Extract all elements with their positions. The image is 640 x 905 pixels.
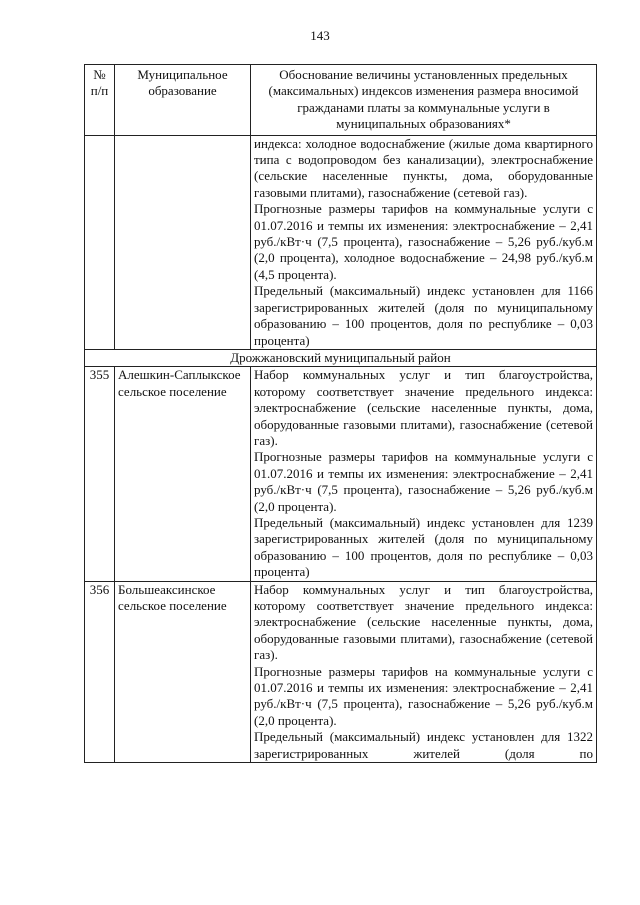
header-justification: Обоснование величины установленных предельных (максимальных) индексов изменения размера вносимой гражданами платы за коммунальные услуги в муниципальных образованиях* bbox=[251, 65, 597, 136]
paragraph: Прогнозные размеры тарифов на коммунальные услуги с 01.07.2016 и темпы их изменения: электроснабжение – 2,41 руб./кВт·ч (7,5 процента), газоснабжение – 5,26 руб./куб.м (2,0 процента), холодное водоснабжение – 24,98 руб./куб.м (4,5 процента). bbox=[254, 201, 593, 282]
row-municipality: Алешкин-Саплыкское сельское поселение bbox=[115, 367, 251, 581]
paragraph: индекса: холодное водоснабжение (жилые дома квартирного типа с водопроводом без канализации), электроснабжение (сельские населенные пункты, дома, оборудованные газовыми плитами), газоснабжение (сетевой газ). bbox=[254, 135, 593, 200]
paragraph: Набор коммунальных услуг и тип благоустройства, которому соответствует значение предельного индекса: электроснабжение (сельские населенные пункты, дома, оборудованные газовыми плитами), газоснабжение (сетевой газ). bbox=[254, 367, 593, 448]
row-number: 356 bbox=[85, 581, 115, 762]
paragraph: Предельный (максимальный) индекс установлен для 1166 зарегистрированных жителей (доля по муниципальному образованию – 100 процентов, доля по республике – 0,03 процента) bbox=[254, 283, 593, 348]
paragraph: Прогнозные размеры тарифов на коммунальные услуги с 01.07.2016 и темпы их изменения: электроснабжение – 2,41 руб./кВт·ч (7,5 процента), газоснабжение – 5,26 руб./куб.м (2,0 процента). bbox=[254, 663, 593, 728]
continued-row bbox=[85, 135, 597, 349]
row-number: 355 bbox=[85, 367, 115, 581]
continued-row-municipality bbox=[115, 135, 251, 349]
table-row bbox=[85, 367, 597, 581]
paragraph: Предельный (максимальный) индекс установлен для 1322 зарегистрированных жителей (доля по bbox=[254, 729, 593, 761]
district-heading: Дрожжановский муниципальный район bbox=[85, 349, 597, 366]
continued-row-number bbox=[85, 135, 115, 349]
paragraph: Набор коммунальных услуг и тип благоустройства, которому соответствует значение предельного индекса: электроснабжение (сельские населенные пункты, дома, оборудованные газовыми плитами), газоснабжение (сетевой газ). bbox=[254, 581, 593, 663]
table-header-row bbox=[85, 65, 597, 136]
row-municipality: Большеаксинское сельское поселение bbox=[115, 581, 251, 762]
tariff-index-table bbox=[84, 64, 597, 763]
continued-row-justification bbox=[251, 135, 597, 349]
page-number: 143 bbox=[310, 28, 330, 43]
row-justification bbox=[251, 367, 597, 581]
paragraph: Предельный (максимальный) индекс установлен для 1239 зарегистрированных жителей (доля по муниципальному образованию – 100 процентов, доля по республике – 0,03 процента) bbox=[254, 514, 593, 580]
header-municipality: Муниципальное образование bbox=[115, 65, 251, 136]
district-row bbox=[85, 349, 597, 366]
header-number: № п/п bbox=[85, 65, 115, 136]
row-justification bbox=[251, 581, 597, 762]
paragraph: Прогнозные размеры тарифов на коммунальные услуги с 01.07.2016 и темпы их изменения: электроснабжение – 2,41 руб./кВт·ч (7,5 процента), газоснабжение – 5,26 руб./куб.м (2,0 процента). bbox=[254, 449, 593, 514]
table-row bbox=[85, 581, 597, 762]
